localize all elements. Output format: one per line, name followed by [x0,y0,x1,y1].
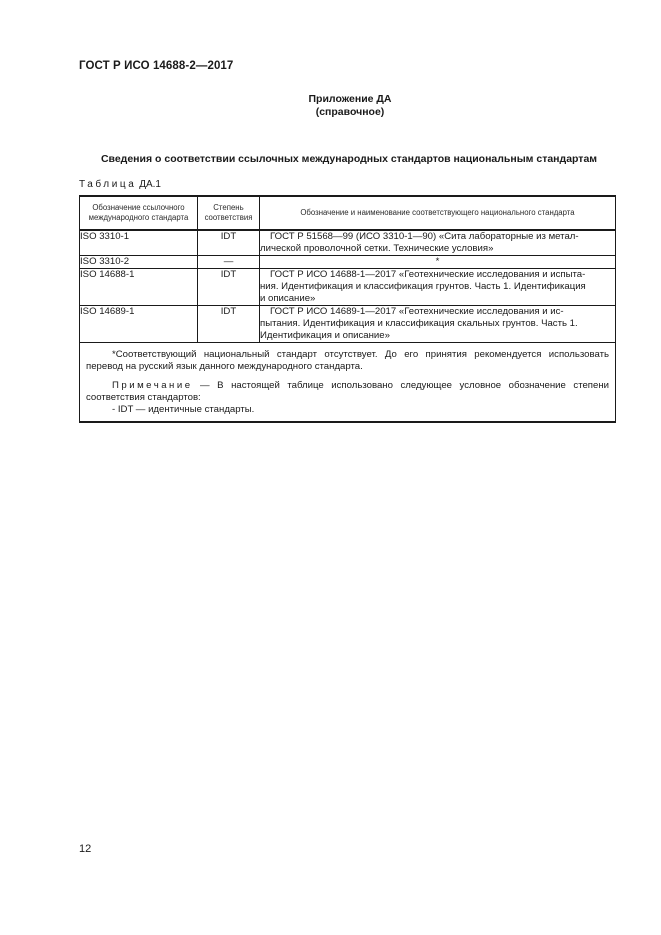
cell-degree: — [198,256,260,269]
note [86,380,609,404]
table-notes-row [80,343,616,423]
description-line: ГОСТ Р ИСО 14688-1—2017 «Геотехнические исследования и испыта- [270,269,586,280]
description-line: ГОСТ Р 51568—99 (ИСО 3310-1—90) «Сита лабораторные из метал- [270,231,579,242]
description-line: пытания. Идентификация и классификация скальных грунтов. Часть 1. [260,318,578,329]
standard-code: ГОСТ Р ИСО 14688-2—2017 [79,60,234,72]
cell-degree: IDT [198,230,260,256]
cell-code: ISO 3310-2 [80,256,198,269]
cell-degree: IDT [198,269,260,306]
table-row [80,269,616,306]
cell-code: ISO 3310-1 [80,230,198,256]
description-line: ГОСТ Р ИСО 14689-1—2017 «Геотехнические исследования и ис- [270,306,564,317]
note-text: — В настоящей таблице использовано следующее условное обозначение степени соответствия стандартов: [86,380,609,403]
cell-description [260,269,616,306]
correspondence-table [79,195,616,423]
table-caption [79,179,161,190]
cell-code: ISO 14688-1 [80,269,198,306]
table-header-row [80,196,616,230]
appendix-heading [0,93,661,119]
table-notes [80,343,616,423]
header-degree: Степень соответствия [198,196,260,230]
page-number: 12 [79,843,92,855]
header-international-standard: Обозначение ссылочного международного стандарта [80,196,198,230]
table-caption-word: Таблица [79,179,137,190]
table-row [80,306,616,343]
note-label: Примечание [112,380,193,391]
table-row [80,230,616,256]
cell-description [260,230,616,256]
cell-code: ISO 14689-1 [80,306,198,343]
table-caption-number: ДА.1 [139,179,161,190]
section-title: Сведения о соответствии ссылочных международных стандартов национальным стандартам [100,153,598,165]
appendix-title: Приложение ДА [308,93,392,105]
appendix-subtitle: (справочное) [315,106,385,118]
footnote: *Соответствующий национальный стандарт отсутствует. До его принятия рекомендуется использовать перевод на русский язык данного международного стандарта. [86,349,609,372]
note-item: - IDT — идентичные стандарты. [112,404,255,415]
description-line: лической проволочной сетки. Технические условия» [260,243,494,254]
table-row [80,256,616,269]
header-national-standard: Обозначение и наименование соответствующего национального стандарта [260,196,616,230]
cell-description: * [260,256,616,269]
description-line: Идентификация и описание» [260,330,390,341]
cell-degree: IDT [198,306,260,343]
description-line: и описание» [260,293,316,304]
cell-description [260,306,616,343]
description-line: ния. Идентификация и классификация грунтов. Часть 1. Идентификация [260,281,586,292]
